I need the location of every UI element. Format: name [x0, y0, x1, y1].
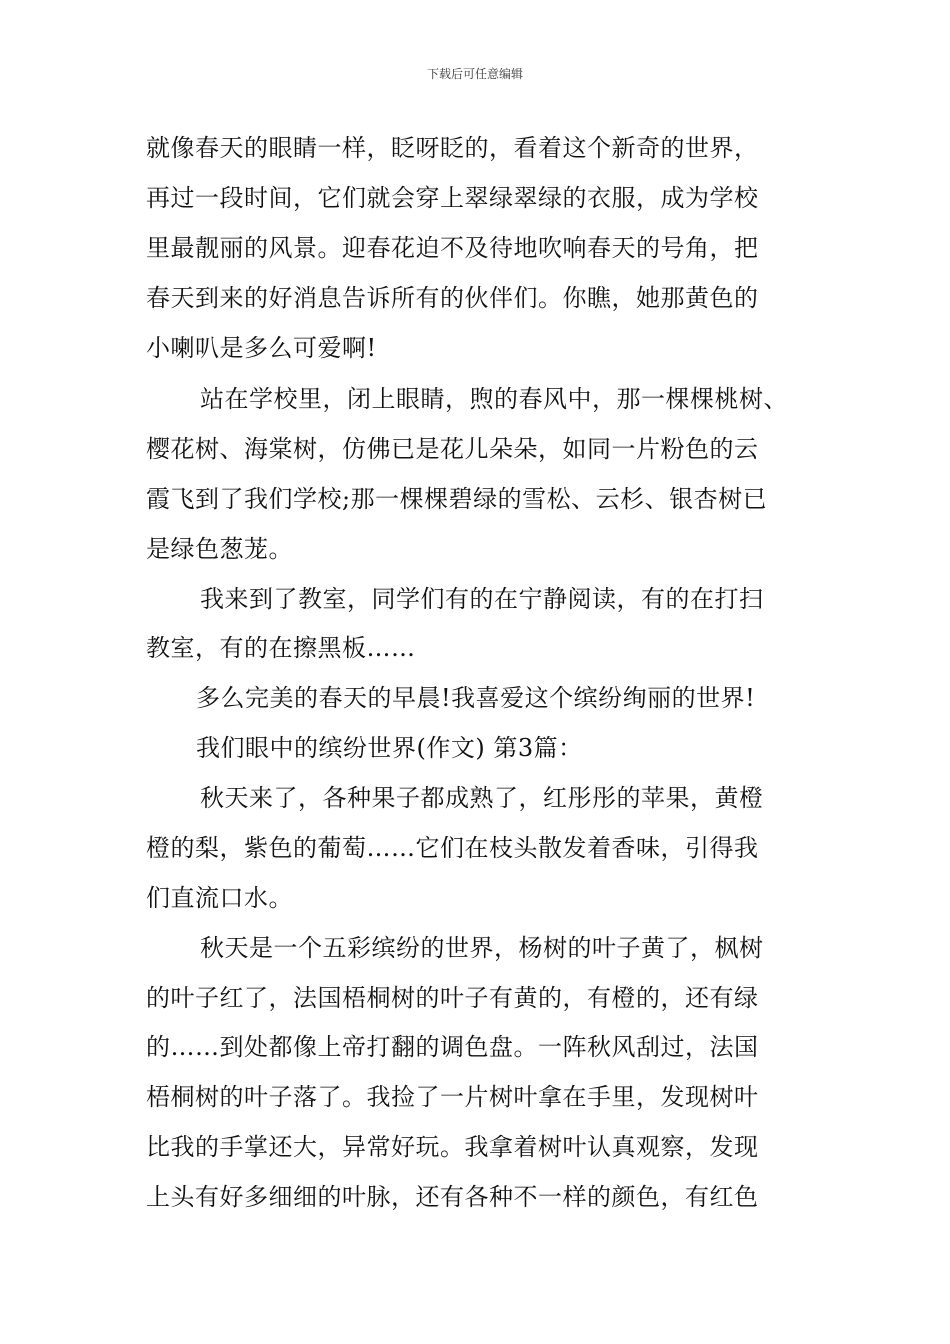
text-line: 是绿色葱茏。	[146, 535, 293, 563]
text-line: 上头有好多细细的叶脉，还有各种不一样的颜色，有红色	[146, 1183, 759, 1211]
paragraph-start-line: 秋天是一个五彩缤纷的世界，杨树的叶子黄了，枫树	[200, 934, 764, 962]
paragraph-start-line: 我来到了教室，同学们有的在宁静阅读，有的在打扫	[200, 585, 764, 613]
text-line: 们直流口水。	[146, 884, 293, 912]
page-header: 下载后可任意编辑	[426, 67, 523, 81]
text-line: 就像春天的眼睛一样，眨呀眨的，看着这个新奇的世界，	[146, 134, 759, 162]
text-line: 的叶子红了，法国梧桐树的叶子有黄的，有橙的，还有绿	[146, 984, 759, 1012]
text-line: 橙的梨，紫色的葡萄……它们在枝头散发着香味，引得我	[146, 834, 759, 862]
text-line: 比我的手掌还大，异常好玩。我拿着树叶认真观察，发现	[146, 1133, 759, 1161]
text-line: 春天到来的好消息告诉所有的伙伴们。你瞧，她那黄色的	[146, 284, 759, 312]
text-line: 樱花树、海棠树，仿佛已是花儿朵朵，如同一片粉色的云	[146, 435, 759, 463]
text-line: 再过一段时间，它们就会穿上翠绿翠绿的衣服，成为学校	[146, 184, 759, 212]
text-line: 教室，有的在擦黑板……	[146, 634, 416, 662]
paragraph-start-line: 站在学校里，闭上眼睛，煦的春风中，那一棵棵桃树、	[200, 385, 788, 413]
text-line: 小喇叭是多么可爱啊!	[146, 334, 377, 362]
text-line: 的……到处都像上帝打翻的调色盘。一阵秋风刮过，法国	[146, 1033, 759, 1061]
section-heading: 我们眼中的缤纷世界(作文) 第3篇：	[196, 734, 583, 762]
text-line: 里最靓丽的风景。迎春花迫不及待地吹响春天的号角，把	[146, 234, 759, 262]
text-line: 梧桐树的叶子落了。我捡了一片树叶拿在手里，发现树叶	[146, 1083, 759, 1111]
paragraph-start-line: 多么完美的春天的早晨!我喜爱这个缤纷绚丽的世界!	[196, 684, 756, 712]
text-line: 霞飞到了我们学校;那一棵棵碧绿的雪松、云杉、银杏树已	[146, 485, 768, 513]
paragraph-start-line: 秋天来了，各种果子都成熟了，红彤彤的苹果，黄橙	[200, 784, 764, 812]
